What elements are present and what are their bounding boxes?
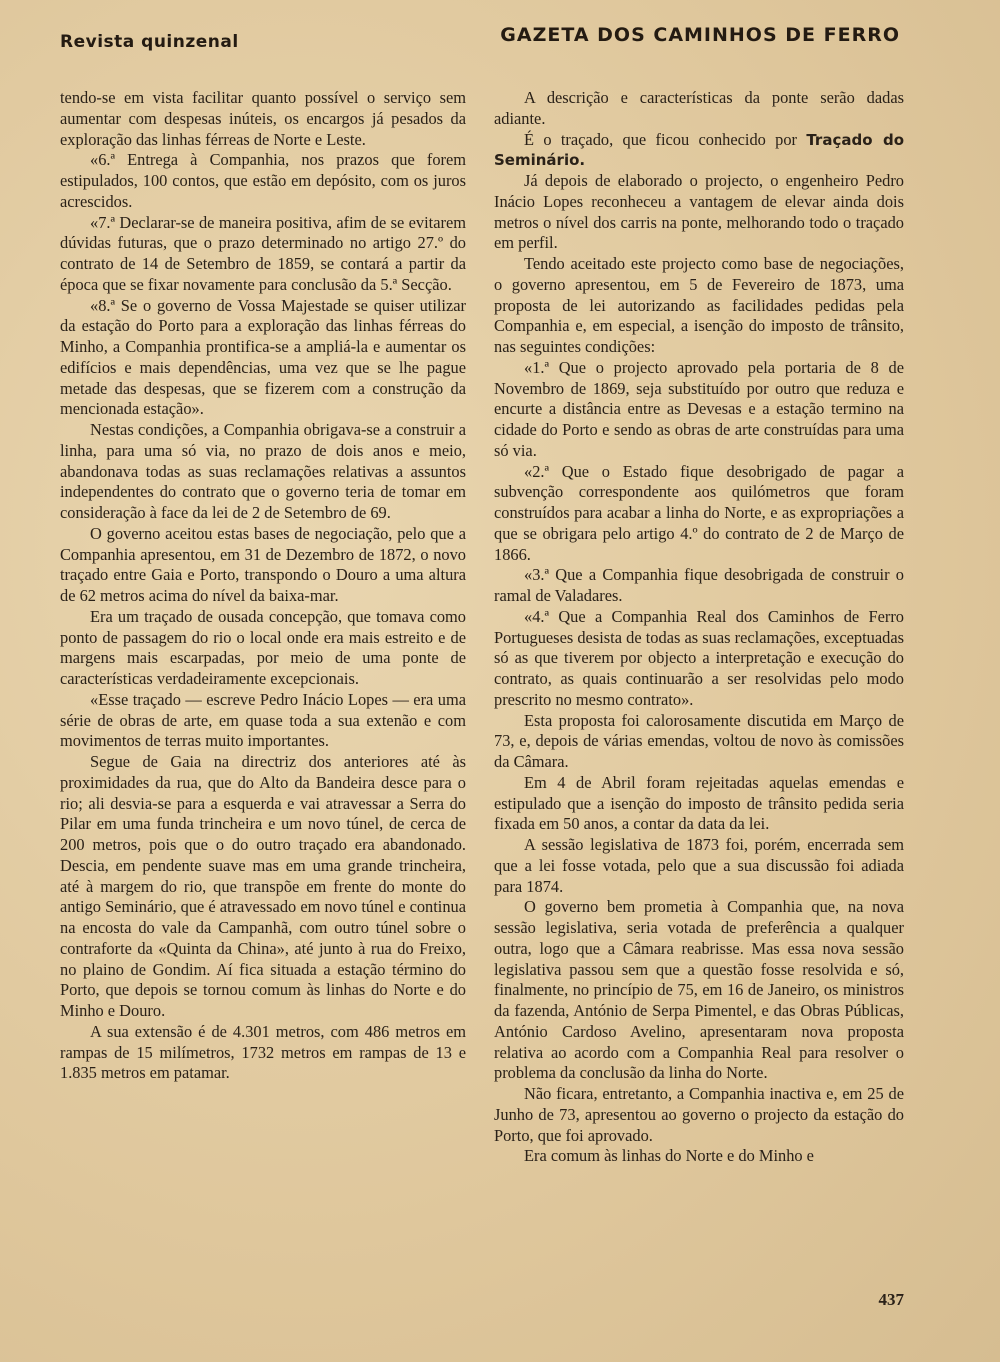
paragraph: «7.ª Declarar-se de maneira positiva, afim de se evitarem dúvidas futuras, que o prazo determinado no artigo 27.º do contrato de 14 de Setembro de 1859, se contará a partir da época que se fixar novamente para conclusão da 5.ª Secção. — [60, 212, 466, 294]
paragraph: O governo bem prometia à Companhia que, na nova sessão legislativa, seria votada de preferência a qualquer outra, logo que a Câmara reabrisse. Mas essa nova sessão legislativa passou sem que a questão fosse resolvida e só, finalmente, no princípio de 75, em 16 de Janeiro, os ministros da fazenda, António de Serpa Pimentel, e das Obras Públicas, António Cardoso Avelino, apresentaram nova proposta relativa ao acordo com a Companhia Real para resolver o problema da conclusão da linha do Norte. — [494, 897, 904, 1083]
paragraph-text: É o traçado, que ficou conhecido por — [524, 129, 807, 149]
paragraph: Nestas condições, a Companhia obrigava-se a construir a linha, para uma só via, no prazo de dois anos e meio, abandonava todas as suas reclamações relativas a assuntos independentes do contrato que o governo teria de tomar em consideração à face da lei de 2 de Setembro de 69. — [60, 420, 466, 522]
paragraph: «4.ª Que a Companhia Real dos Caminhos de Ferro Portugueses desista de todas as suas reclamações, exceptuadas só as que tiverem por objecto a interpretação e execução do contrato, as quais continuarão a ser resolvidas pelo modo prescrito no mesmo contrato». — [494, 606, 904, 709]
paragraph: Segue de Gaia na directriz dos anteriores até às proximidades da rua, que do Alto da Bandeira desce para o rio; ali desvia-se para a esquerda e vai atravessar a Serra do Pilar em uma funda trincheira e um novo túnel, de cerca de 200 metros, pois que o do outro traçado era abandonado. Descia, em pendente suave mas em uma grande trincheira, até à margem do rio, que transpõe em frente do monte do antigo Seminário, que é atravessado em novo túnel e continua na encosta do vale da Campanhã, com outro túnel sobre o contraforte da «Quinta da China», até junto à rua do Freixo, no plaino de Gondim. Aí fica situada a estação término do Porto, que depois se tornou comum às linhas do Norte e do Minho e Douro. — [60, 752, 467, 1020]
paragraph: O governo aceitou estas bases de negociação, pelo que a Companhia apresentou, em 31 de Dezembro de 1872, o novo traçado entre Gaia e Porto, transpondo o Douro a uma altura de 62 metros acima do nível da baixa-mar. — [60, 523, 466, 605]
paragraph: «8.ª Se o governo de Vossa Majestade se quiser utilizar da estação do Porto para a exploração das linhas férreas do Minho, a Companhia prontifica-se a ampliá-la e aumentar os edifícios e mais dependências, uma vez que se lhe pague metade das despesas, que se fizerem com a construção da mencionada estação». — [60, 295, 466, 419]
paragraph-with-bold — [494, 130, 904, 172]
running-header-right: GAZETA DOS CAMINHOS DE FERRO — [500, 24, 900, 46]
paragraph: Era um traçado de ousada concepção, que tomava como ponto de passagem do rio o local onde era mais estreito e de margens mais escarpadas, por meio de uma ponte de características verdadeiramente excepcionais. — [60, 606, 466, 688]
paragraph: Esta proposta foi calorosamente discutida em Março de 73, e, depois de várias emendas, voltou de novo às comissões da Câmara. — [494, 710, 904, 771]
paragraph: A descrição e características da ponte serão dadas adiante. — [494, 88, 904, 128]
paragraph: «1.ª Que o projecto aprovado pela portaria de 8 de Novembro de 1869, seja substituído por outro que reduza e encurte a distância entre as Devesas e a estação termino na cidade do Porto e sendo as obras de arte construídas para uma só via. — [494, 357, 904, 460]
paragraph: «6.ª Entrega à Companhia, nos prazos que forem estipulados, 100 contos, que estão em depósito, com os juros acrescidos. — [60, 150, 466, 211]
paragraph: Não ficara, entretanto, a Companhia inactiva e, em 25 de Junho de 73, apresentou ao governo o projecto da estação do Porto, que foi aprovado. — [494, 1084, 904, 1145]
right-column — [494, 88, 904, 1167]
paragraph: «Esse traçado — escreve Pedro Inácio Lopes — era uma série de obras de arte, em quase toda a sua extenão e com movimentos de terras muito importantes. — [60, 689, 466, 751]
paragraph: Era comum às linhas do Norte e do Minho e — [524, 1146, 814, 1166]
paragraph: A sessão legislativa de 1873 foi, porém, encerrada sem que a lei fosse votada, pelo que a sua discussão foi adiada para 1874. — [494, 835, 904, 896]
paragraph: Em 4 de Abril foram rejeitadas aquelas emendas e estipulado que a isenção do imposto de trânsito pedida seria fixada em 50 anos, a contar da data da lei. — [494, 772, 904, 834]
paragraph: tendo-se em vista facilitar quanto possível o serviço sem aumentar com despesas inúteis, os encargos já pesados da exploração das linhas férreas de Norte e Leste. — [60, 88, 466, 149]
running-header-left: Revista quinzenal — [60, 32, 239, 52]
paragraph: «2.ª Que o Estado fique desobrigado de pagar a subvenção correspondente aos quilómetros que foram construídos para acabar a linha do Norte, e as expropriações a que se obrigara pelo artigo 4.º do contrato de 2 de Março de 1866. — [494, 461, 904, 564]
left-column — [60, 88, 466, 1084]
bold-term: Traçado do Seminário. — [494, 130, 904, 170]
page-number: 437 — [878, 1290, 904, 1309]
paragraph: Já depois de elaborado o projecto, o engenheiro Pedro Inácio Lopes reconheceu a vantagem de elevar ainda dois metros o nível dos carris na ponte, melhorando todo o traçado em perfil. — [494, 171, 904, 253]
paragraph: «3.ª Que a Companhia fique desobrigada de construir o ramal de Valadares. — [494, 565, 904, 605]
paragraph: Tendo aceitado este projecto como base de negociações, o governo apresentou, em 5 de Fevereiro de 1873, uma proposta de lei autorizando as facilidades pedidas pela Companhia e, em especial, a isenção do imposto de trânsito, nas seguintes condições: — [494, 254, 904, 356]
paragraph: A sua extensão é de 4.301 metros, com 486 metros em rampas de 15 milímetros, 1732 metros em rampas de 13 e 1.835 metros em patamar. — [60, 1021, 466, 1083]
